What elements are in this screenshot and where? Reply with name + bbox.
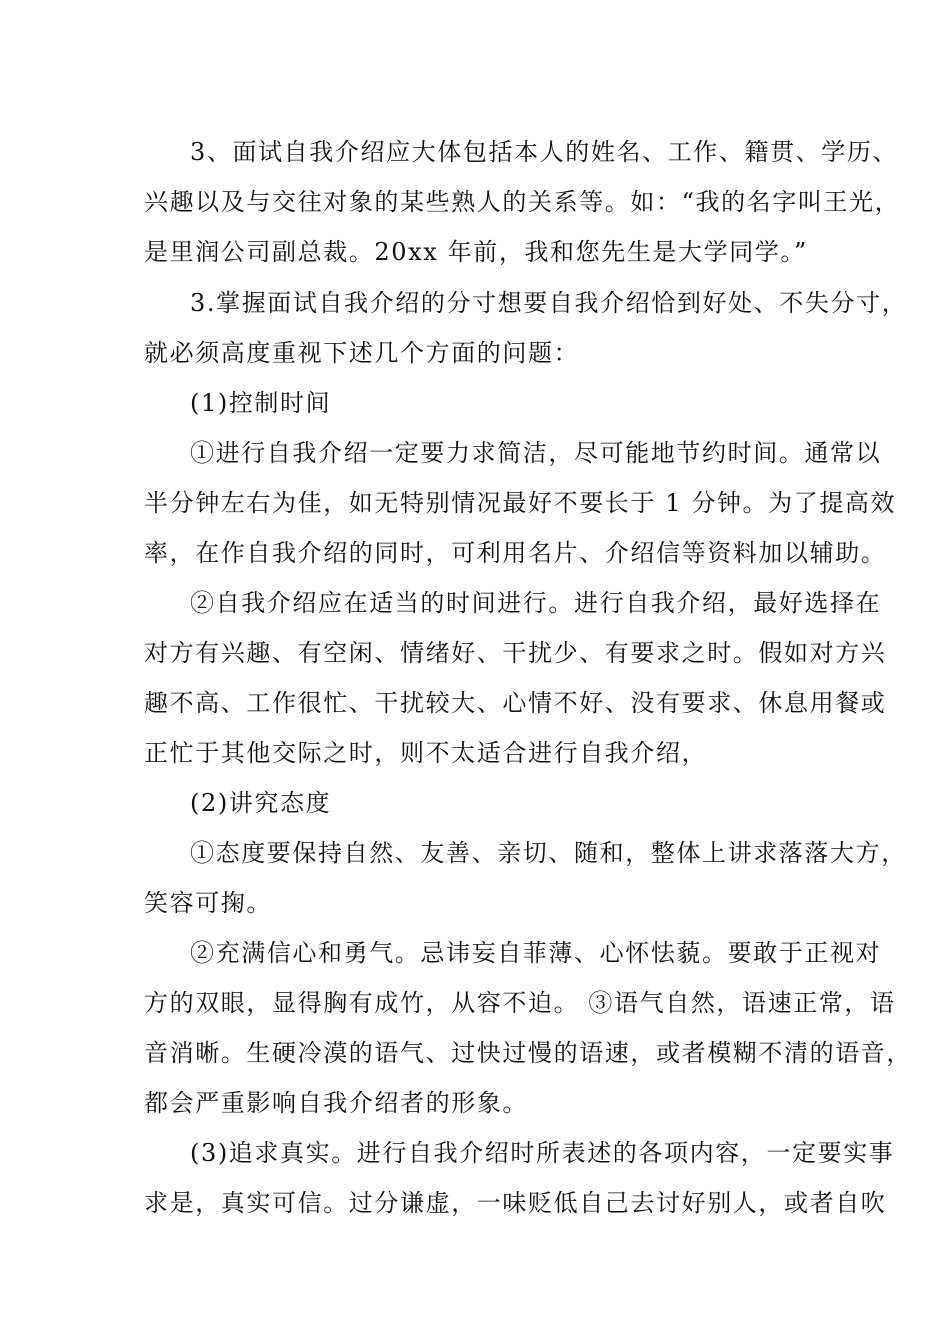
paragraph-line: (3)追求真实。进行自我介绍时所表述的各项内容，一定要实事 — [190, 1139, 895, 1167]
paragraph-line: 趣不高、工作很忙、干扰较大、心情不好、没有要求、休息用餐或 — [144, 689, 887, 717]
paragraph-line: ①态度要保持自然、友善、亲切、随和，整体上讲求落落大方， — [190, 839, 907, 867]
paragraph-line: 都会严重影响自我介绍者的形象。 — [144, 1089, 528, 1117]
paragraph-line: 就必须高度重视下述几个方面的问题： — [144, 339, 580, 367]
paragraph-line: 正忙于其他交际之时，则不太适合进行自我介绍， — [144, 739, 708, 767]
paragraph-line: 是里润公司副总裁。20xx 年前，我和您先生是大学同学。” — [144, 238, 808, 266]
section-heading: (1)控制时间 — [190, 389, 332, 417]
paragraph-line: ①进行自我介绍一定要力求简洁，尽可能地节约时间。通常以 — [190, 439, 882, 467]
paragraph-line: ②自我介绍应在适当的时间进行。进行自我介绍，最好选择在 — [190, 589, 882, 617]
paragraph-line: 对方有兴趣、有空闲、情绪好、干扰少、有要求之时。假如对方兴 — [144, 639, 887, 667]
paragraph-line: 率，在作自我介绍的同时，可利用名片、介绍信等资料加以辅助。 — [144, 539, 887, 567]
paragraph-line: 音消晰。生硬冷漠的语气、过快过慢的语速，或者模糊不清的语音， — [144, 1039, 912, 1067]
paragraph-line: 笑容可掬。 — [144, 889, 272, 917]
paragraph-line: 3、面试自我介绍应大体包括本人的姓名、工作、籍贯、学历、 — [190, 138, 899, 166]
paragraph-line: ②充满信心和勇气。忌讳妄自菲薄、心怀怯藐。要敢于正视对 — [190, 939, 882, 967]
section-heading: (2)讲究态度 — [190, 789, 332, 817]
paragraph-line: 半分钟左右为佳，如无特别情况最好不要长于 1 分钟。为了提高效 — [144, 489, 897, 517]
paragraph-line: 求是，真实可信。过分谦虚，一味贬低自己去讨好别人，或者自吹 — [144, 1189, 887, 1217]
paragraph-line: 方的双眼，显得胸有成竹，从容不迫。 ③语气自然，语速正常，语 — [144, 989, 896, 1017]
paragraph-line: 3.掌握面试自我介绍的分寸想要自我介绍恰到好处、不失分寸， — [190, 289, 908, 317]
paragraph-line: 兴趣以及与交往对象的某些熟人的关系等。如：“我的名字叫王光， — [144, 188, 901, 216]
